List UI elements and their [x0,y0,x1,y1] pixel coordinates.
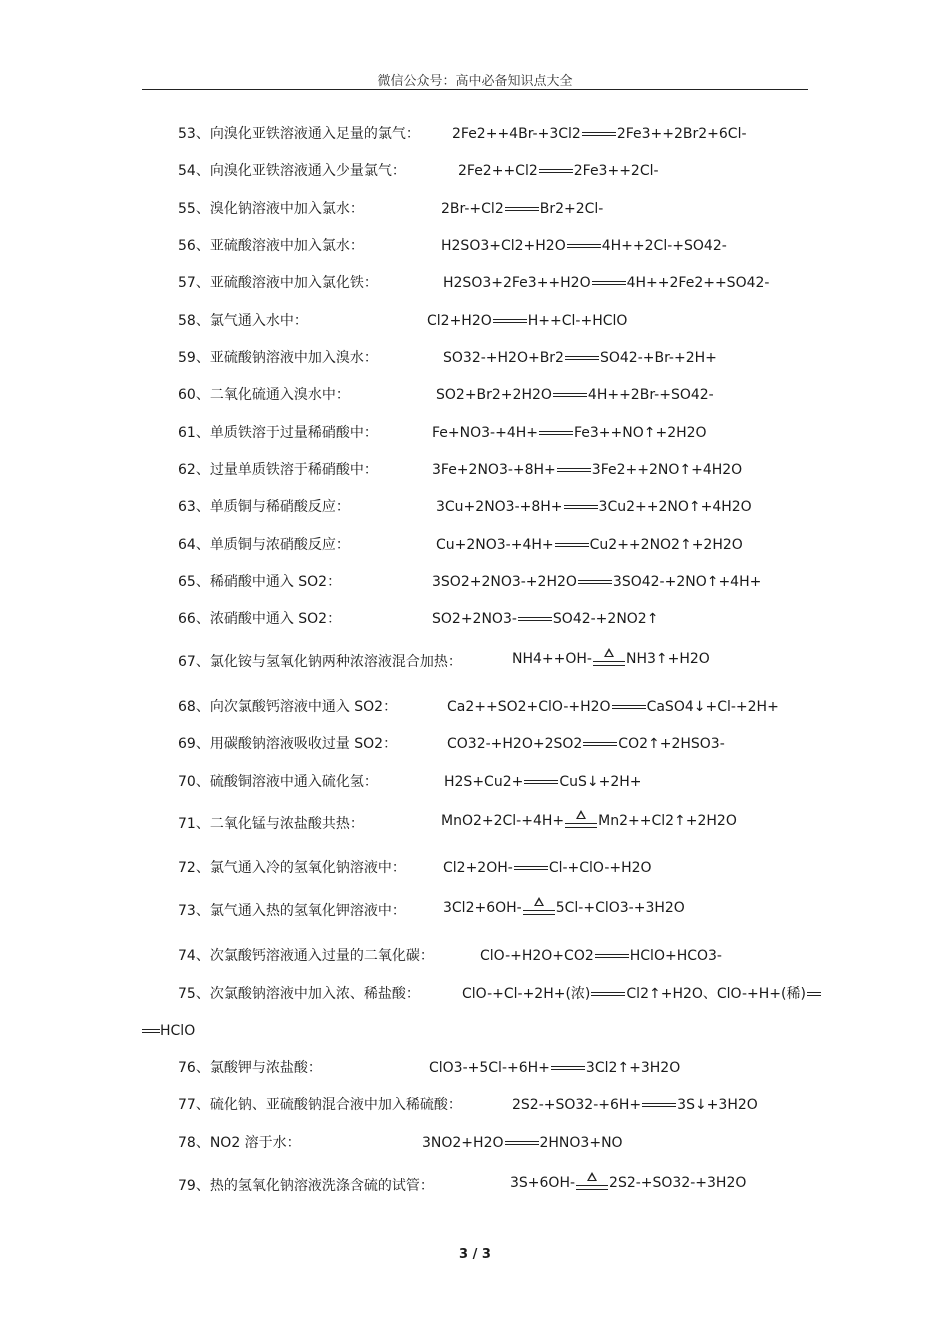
equation-row [178,984,806,1004]
equation-number: 76、 [178,1060,210,1076]
equation-products: 2HNO3+NO [539,1135,623,1151]
equation-description: 亚硫酸溶液中加入氯化铁： [209,275,378,291]
equation-number: 58、 [178,313,210,329]
equation-description: NO2 溶于水： [209,1135,301,1151]
equals-sign-icon [567,243,601,249]
equation-products: 2Fe3++2Cl- [573,163,659,179]
equation-description: 硫酸铜溶液中通入硫化氢： [209,774,378,790]
equation-number: 56、 [178,238,210,254]
equation-formula [447,734,725,754]
equation-formula [443,273,769,293]
equation-reactants: Ca2++SO2+ClO-+H2O [447,699,611,715]
equation-description: 氯气通入冷的氢氧化钠溶液中： [209,860,406,876]
equation-number: 61、 [178,425,210,441]
equation-row [178,697,779,717]
equation-number: 57、 [178,275,210,291]
equation-formula [432,572,761,592]
equals-sign-icon [539,430,573,436]
equals-sign-icon [557,467,591,473]
equation-number: 59、 [178,350,210,366]
equation-description: 二氧化锰与浓盐酸共热： [209,816,364,832]
equation-products: CuS↓+2H+ [559,774,642,790]
continuation-text: HClO [160,1023,196,1039]
equation-description: 氯气通入水中： [209,313,308,329]
equation-number: 72、 [178,860,210,876]
equation-number: 60、 [178,387,210,403]
equation-formula [432,609,658,629]
equation-row [178,651,710,672]
equation-reactants: 3Cu+2NO3-+8H+ [436,499,563,515]
equation-formula [443,858,652,878]
equals-sign-continuation [142,1028,160,1034]
equation-formula [436,385,714,405]
equation-description: 向次氯酸钙溶液中通入 SO2： [209,699,398,715]
equation-reactants: H2SO3+2Fe3++H2O [443,275,591,291]
equation-row [178,572,762,592]
equation-products: 3S↓+3H2O [677,1097,758,1113]
equation-reactants: 2Fe2++4Br-+3Cl2 [452,126,581,142]
equals-sign-icon [524,779,558,785]
equation-number: 70、 [178,774,210,790]
header-rule [142,89,808,90]
equation-description: 硫化钠、亚硫酸钠混合液中加入稀硫酸： [209,1097,462,1113]
equation-number: 53、 [178,126,210,142]
equation-reactants: Cu+2NO3-+4H+ [436,537,554,553]
equation-formula [444,772,642,792]
equation-description: 二氧化硫通入溴水中： [209,387,350,403]
equation-row [178,1175,747,1196]
equation-number: 64、 [178,537,210,553]
equation-reactants: 3Cl2+6OH- [443,900,522,916]
equation-row [178,311,628,331]
equation-reactants: SO2+Br2+2H2O [436,387,552,403]
equation-description: 过量单质铁溶于稀硝酸中： [209,462,378,478]
equation-formula [441,810,737,832]
equation-row [178,273,770,293]
equation-products: Mn2++Cl2↑+2H2O [598,813,737,829]
equation-description: 氯酸钾与浓盐酸： [209,1060,322,1076]
equation-reactants: SO2+2NO3- [432,611,517,627]
equation-reactants: 3S+6OH- [510,1175,576,1191]
equation-formula [441,199,603,219]
equation-formula [432,460,742,480]
equation-products: CaSO4↓+Cl-+2H+ [646,699,779,715]
equation-products: Cl-+ClO-+H2O [548,860,652,876]
equals-sign-icon [514,865,548,871]
page-header: 微信公众号：高中必备知识点大全 [377,74,573,89]
equation-formula [432,423,707,443]
equation-description: 亚硫酸溶液中加入氯水： [209,238,364,254]
equation-row [178,1058,681,1078]
equation-reactants: MnO2+2Cl-+4H+ [441,813,565,829]
equation-reactants: NH4++OH- [512,651,592,667]
equals-sign-icon [642,1102,676,1108]
equals-sign-icon [565,355,599,361]
equals-sign-icon [493,318,527,324]
page-number: 3 / 3 [459,1247,491,1262]
equation-75-continuation [142,1021,195,1041]
equation-row [178,199,604,219]
equation-formula [447,697,779,717]
equation-description: 次氯酸钠溶液中加入浓、稀盐酸： [209,986,420,1002]
equals-sign-icon [592,280,626,286]
equation-description: 向溴化亚铁溶液通入足量的氯气： [209,126,420,142]
equation-products: HClO+HCO3- [629,948,722,964]
equals-sign-icon [505,206,539,212]
equation-formula [429,1058,680,1078]
equation-products: 3SO42-+2NO↑+4H+ [612,574,762,590]
equation-row [178,858,652,878]
equals-sign-icon [564,504,598,510]
heat-triangle-icon [565,810,597,832]
equation-reactants: SO32-+H2O+Br2 [443,350,564,366]
equation-row [178,161,659,181]
equation-products: 2S2-+SO32-+3H2O [609,1175,747,1191]
equation-row [178,609,659,629]
equation-formula [462,984,822,1004]
equation-products: Cl2↑+H2O、ClO-+H+(稀) [626,986,806,1002]
equation-reactants: H2SO3+Cl2+H2O [441,238,566,254]
equation-reactants: H2S+Cu2+ [444,774,524,790]
equation-reactants: Cl2+2OH- [443,860,513,876]
equation-number: 62、 [178,462,210,478]
equals-sign-icon [505,1140,539,1146]
equals-sign-icon [555,542,589,548]
equals-sign-icon [807,991,821,997]
equation-description: 用碳酸钠溶液吸收过量 SO2： [209,736,398,752]
heat-triangle-icon [576,1172,608,1194]
equals-sign-icon [518,616,552,622]
equation-description: 亚硫酸钠溶液中加入溴水： [209,350,378,366]
equals-sign-icon [591,991,625,997]
equals-sign-icon [578,579,612,585]
equation-products: 4H++2Cl-+SO42- [601,238,727,254]
equation-description: 浓硝酸中通入 SO2： [209,611,342,627]
equation-products: H++Cl-+HClO [527,313,628,329]
equation-products: CO2↑+2HSO3- [618,736,725,752]
equation-products: 4H++2Fe2++SO42- [626,275,770,291]
equation-products: Fe3++NO↑+2H2O [573,425,707,441]
equation-number: 71、 [178,816,210,832]
equation-number: 55、 [178,201,210,217]
equation-reactants: 3SO2+2NO3-+2H2O [432,574,577,590]
equation-number: 77、 [178,1097,210,1113]
equation-formula [512,1095,758,1115]
equation-description: 氯化铵与氢氧化钠两种浓溶液混合加热： [209,654,462,670]
equation-products: 3Cu2++2NO↑+4H2O [598,499,752,515]
equation-products: 3Cl2↑+3H2O [585,1060,681,1076]
equals-sign-icon [582,131,616,137]
equation-products: Cu2++2NO2↑+2H2O [589,537,743,553]
equation-number: 54、 [178,163,210,179]
equation-reactants: 2S2-+SO32-+6H+ [512,1097,642,1113]
equals-sign-icon [539,168,573,174]
equals-sign-icon [595,953,629,959]
equation-number: 67、 [178,654,210,670]
equation-formula [443,897,685,919]
equation-products: NH3↑+H2O [625,651,710,667]
equation-number: 66、 [178,611,210,627]
equation-reactants: 2Fe2++Cl2 [458,163,538,179]
equation-formula [436,497,752,517]
equation-description: 单质铜与浓硝酸反应： [209,537,350,553]
equation-row [178,124,747,144]
equation-products: 5Cl-+ClO3-+3H2O [555,900,685,916]
equation-formula [427,311,627,331]
equation-row [178,1095,758,1115]
equation-row [178,348,717,368]
equation-products: SO42-+2NO2↑ [552,611,659,627]
equation-description: 单质铜与稀硝酸反应： [209,499,350,515]
equation-row [178,460,743,480]
equation-row [178,497,752,517]
equation-reactants: 3Fe+2NO3-+8H+ [432,462,556,478]
equals-sign-icon [612,704,646,710]
equation-formula [441,236,727,256]
equation-formula [512,648,710,670]
equation-products: 2Fe3++2Br2+6Cl- [616,126,747,142]
heat-triangle-icon [523,897,555,919]
equation-formula [510,1172,746,1194]
equation-formula [422,1133,623,1153]
equation-number: 75、 [178,986,210,1002]
equation-reactants: ClO-+H2O+CO2 [480,948,594,964]
equation-reactants: Cl2+H2O [427,313,492,329]
equation-row [178,772,642,792]
equation-row [178,236,727,256]
equals-sign-icon [553,392,587,398]
equation-formula [480,946,722,966]
equation-description: 稀硝酸中通入 SO2： [209,574,342,590]
equation-number: 63、 [178,499,210,515]
equation-row [178,813,737,834]
equation-row [178,423,707,443]
equation-reactants: 2Br-+Cl2 [441,201,504,217]
equation-products: SO42-+Br-+2H+ [599,350,717,366]
equation-number: 78、 [178,1135,210,1151]
equation-row [178,535,743,555]
equation-formula [452,124,747,144]
equation-number: 69、 [178,736,210,752]
equation-description: 向溴化亚铁溶液通入少量氯气： [209,163,406,179]
equals-sign-icon [551,1065,585,1071]
equation-description: 单质铁溶于过量稀硝酸中： [209,425,378,441]
equation-row [178,946,722,966]
equation-description: 氯气通入热的氢氧化钾溶液中： [209,903,406,919]
equation-reactants: ClO3-+5Cl-+6H+ [429,1060,550,1076]
equation-formula [443,348,717,368]
equation-description: 溴化钠溶液中加入氯水： [209,201,364,217]
heat-triangle-icon [593,648,625,670]
equation-reactants: Fe+NO3-+4H+ [432,425,538,441]
equation-row [178,1133,623,1153]
equation-row [178,734,725,754]
equation-formula [436,535,743,555]
equation-products: 3Fe2++2NO↑+4H2O [591,462,743,478]
equation-reactants: 3NO2+H2O [422,1135,504,1151]
equation-formula [458,161,659,181]
equation-description: 次氯酸钙溶液通入过量的二氧化碳： [209,948,434,964]
equation-number: 73、 [178,903,210,919]
equals-sign-icon [583,741,617,747]
equation-reactants: CO32-+H2O+2SO2 [447,736,583,752]
equation-products: 4H++2Br-+SO42- [587,387,714,403]
equation-description: 热的氢氧化钠溶液洗涤含硫的试管： [209,1178,434,1194]
equation-number: 74、 [178,948,210,964]
equation-number: 79、 [178,1178,210,1194]
equation-products: Br2+2Cl- [539,201,604,217]
equation-row [178,900,685,921]
equation-row [178,385,714,405]
equation-number: 68、 [178,699,210,715]
equation-reactants: ClO-+Cl-+2H+(浓) [462,986,591,1002]
equation-number: 65、 [178,574,210,590]
